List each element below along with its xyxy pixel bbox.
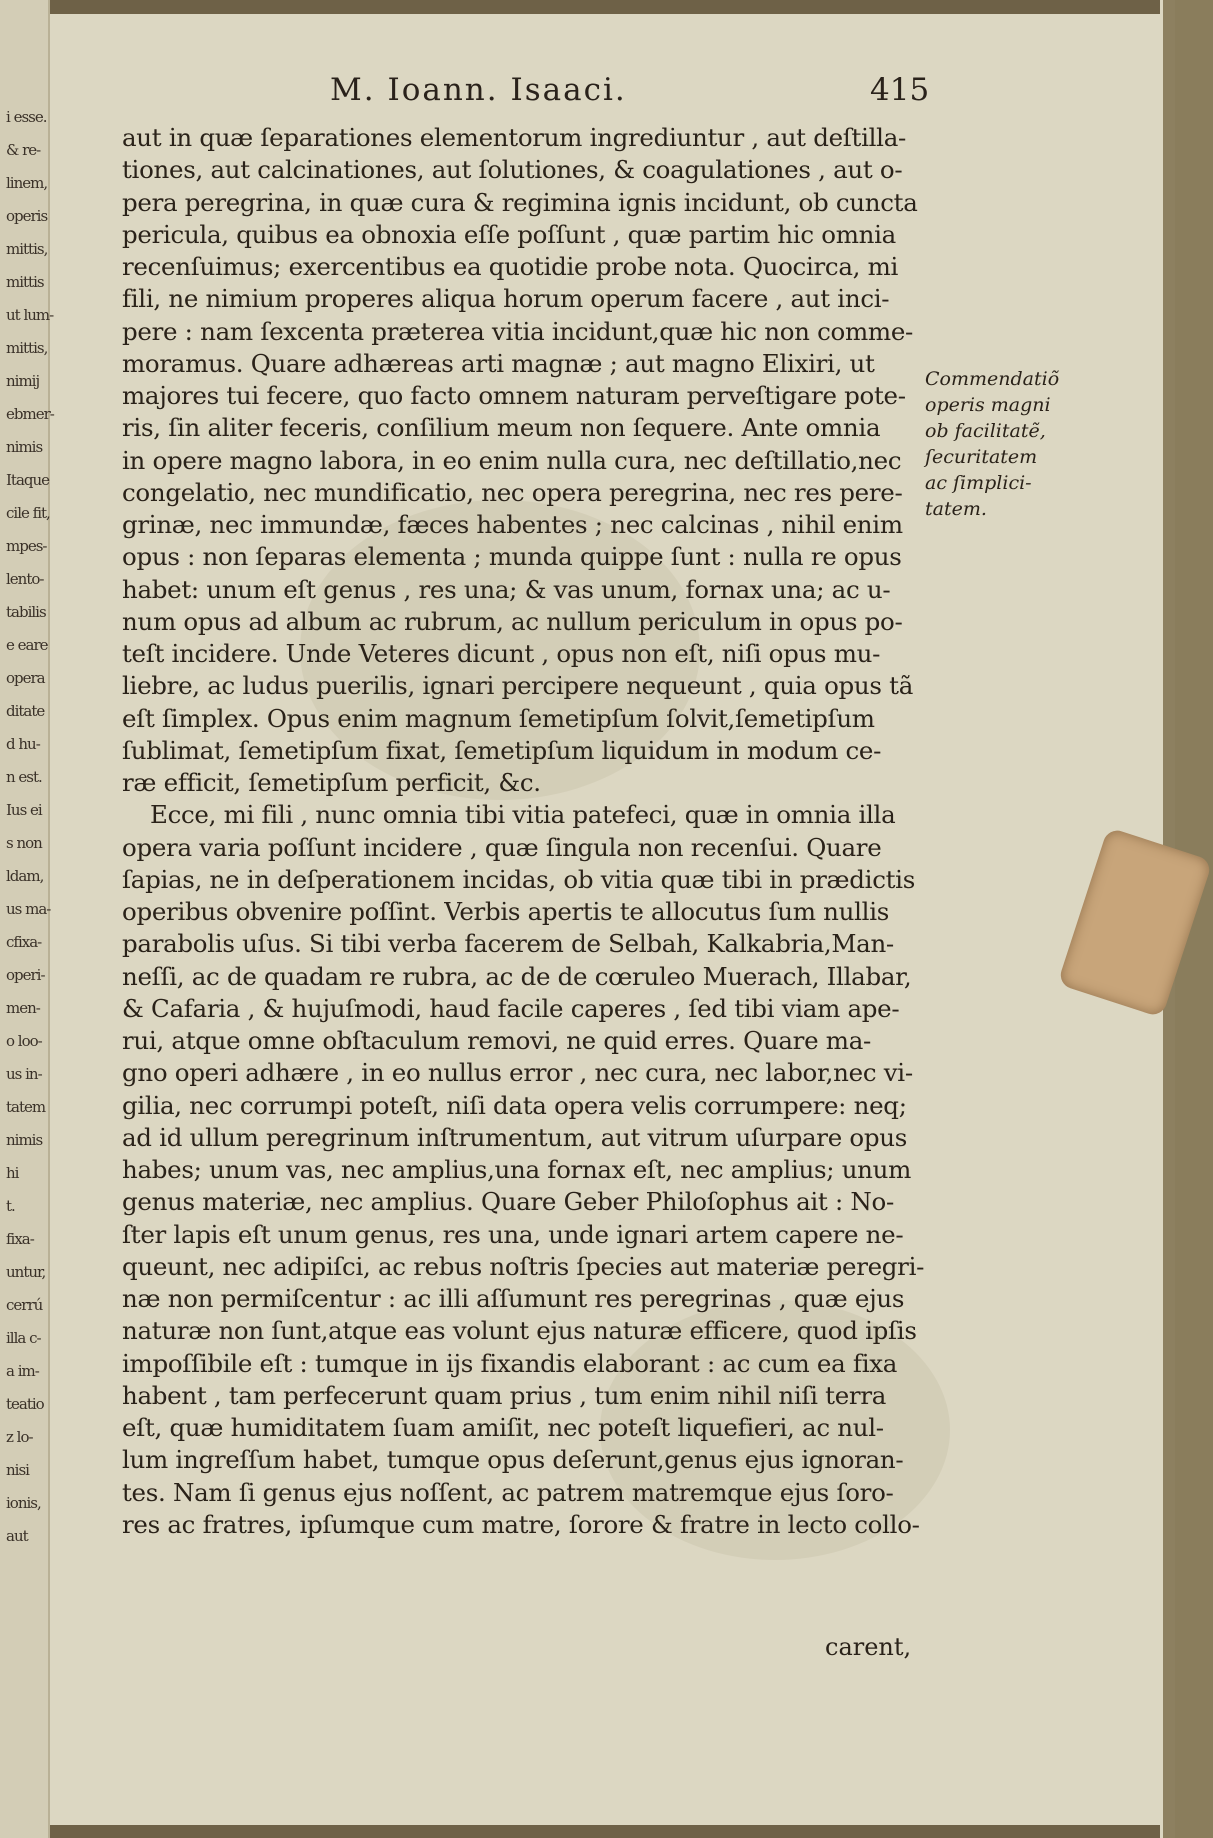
text-line: pera peregrina, in quæ cura & regimina ignis incidunt, ob cuncta [122,187,918,217]
gutter-fragment: men- [6,999,40,1017]
text-line: & Cafaria , & hujuſmodi, haud facile caperes , ſed tibi viam ape- [122,993,900,1023]
gutter-fragment: mittis [6,273,44,291]
gutter-fragment: ionis, [6,1494,41,1512]
text-line: habent , tam perfecerunt quam prius , tum enim nihil niſi terra [122,1380,887,1410]
main-text-block [122,122,925,1541]
facing-page-gutter [0,0,54,1838]
text-line: naturæ non ſunt,atque eas volunt ejus naturæ efficere, quod ipſis [122,1316,917,1346]
sidenote-line: operis magni [925,394,1051,416]
text-line: neſſi, ac de quadam re rubra, ac de de cœruleo Muerach, Illabar, [122,961,912,991]
text-line: næ non permiſcentur : ac illi aſſumunt res peregrinas , quæ ejus [122,1284,905,1313]
text-line: eſt, quæ humiditatem ſuam amiſit, nec poteſt liquefieri, ac nul- [122,1413,884,1442]
sidenote-line: tatem. [925,498,987,520]
text-line: ad id ullum peregrinum inſtrumentum, aut vitrum uſurpare opus [122,1122,907,1152]
text-line: num opus ad album ac rubrum, ac nullum periculum in opus po- [122,606,903,636]
gutter-fragment: aut [6,1527,28,1545]
gutter-fragment: tabilis [6,603,46,621]
text-line: congelatio, nec mundificatio, nec opera peregrina, nec res pere- [122,477,903,507]
gutter-fragment: & re- [6,141,41,159]
gutter-fragment: n est. [6,768,42,786]
gutter-fragment: Ius ei [6,801,42,819]
page-bottom-edge [40,1825,1160,1838]
catchword: carent, [825,1633,912,1661]
running-title: M. Ioann. Isaaci. [330,72,627,108]
gutter-fragment: a im- [6,1362,39,1380]
text-line: genus materiæ, nec amplius. Quare Geber Philoſophus ait : No- [122,1187,894,1217]
gutter-fragment: i esse. [6,108,47,126]
gutter-fragment: mpes- [6,537,47,555]
text-line: opus : non ſeparas elementa ; munda quippe ſunt : nulla re opus [122,542,902,572]
text-line: parabolis uſus. Si tibi verba facerem de Selbah, Kalkabria,Man- [122,929,894,959]
text-line: Ecce, mi fili , nunc omnia tibi vitia patefeci, quæ in omnia illa [150,800,896,830]
sidenote-line: ac ſimplici- [925,472,1032,494]
sidenote-line: ſecuritatem [925,446,1038,468]
gutter-fragment: Itaque [6,471,50,489]
text-line: ris, ſin aliter feceris, conſilium meum non ſequere. Ante omnia [122,413,881,443]
gutter-fragment: us ma- [6,900,51,918]
text-line: pere : nam ſexcenta præterea vitia incidunt,quæ hic non comme- [122,316,914,346]
text-line: eſt ſimplex. Opus enim magnum ſemetipſum ſolvit,ſemetipſum [122,703,875,733]
gutter-fragment: teatio [6,1395,44,1413]
gutter-fragment: s non [6,834,42,852]
text-line: operibus obvenire poſſint. Verbis apertis te allocutus ſum nullis [122,897,890,926]
text-line: grinæ, nec immundæ, fæces habentes ; nec calcinas , nihil enim [122,510,903,539]
gutter-fragment: hi [6,1164,19,1182]
text-line: habet: unum eſt genus , res una; & vas unum, fornax una; ac u- [122,574,891,604]
text-line: queunt, nec adipiſci, ac rebus noſtris ſpecies aut materiæ peregri- [122,1251,925,1281]
page-top-edge [40,0,1160,14]
gutter-fragment: opera [6,669,45,687]
gutter-fragment: linem, [6,174,48,192]
text-line: opera varia poſſunt incidere , quæ ſingula non recenſui. Quare [122,832,882,862]
wooden-page-weight [1057,827,1213,1018]
text-line: majores tui fecere, quo facto omnem naturam perveſtigare pote- [122,381,906,410]
gutter-fragment: cfixa- [6,933,42,951]
gutter-fragment: illa c- [6,1329,41,1347]
gutter-fragment: operis [6,207,48,225]
gutter-fragment: mittis, [6,240,48,258]
gutter-fragment: d hu- [6,735,40,753]
marginal-note [925,366,1075,522]
text-line: ſapias, ne in deſperationem incidas, ob vitia quæ tibi in prædictis [122,864,915,894]
gutter-fragment: nimis [6,438,43,456]
gutter-fragment: untur, [6,1263,46,1281]
gutter-fragment: nimij [6,372,40,390]
gutter-fragment: fixa- [6,1230,34,1248]
gutter-fragment: cerrú [6,1296,43,1314]
text-line: ræ efficit, ſemetipſum perficit, &c. [122,768,541,797]
gutter-fragment: ut lum- [6,306,54,324]
gutter-fragment: e eare [6,636,48,654]
gutter-fragment: ldam, [6,867,44,885]
text-line: rui, atque omne obſtaculum removi, ne quid erres. Quare ma- [122,1026,871,1055]
text-line: res ac fratres, ipſumque cum matre, ſorore & fratre in lecto collo- [122,1509,920,1539]
gutter-fragment: mittis, [6,339,48,357]
gutter-fragment: us in- [6,1065,42,1083]
text-line: pericula, quibus ea obnoxia eſſe poſſunt , quæ partim hic omnia [122,219,896,249]
text-line: teſt incidere. Unde Veteres dicunt , opus non eſt, niſi opus mu- [122,639,881,668]
text-line: ſter lapis eſt unum genus, res una, unde ignari artem capere ne- [122,1219,904,1249]
gutter-fragment: ebmer- [6,405,54,423]
text-line: tiones, aut calcinationes, aut ſolutiones, & coagulationes , aut o- [122,155,903,185]
text-line: tes. Nam ſi genus ejus noſſent, ac patrem matremque ejus ſoro- [122,1477,894,1507]
text-line: in opere magno labora, in eo enim nulla cura, nec deſtillatio,nec [122,445,902,475]
text-line: gilia, nec corrumpi poteſt, niſi data opera velis corrumpere: neq; [122,1090,907,1120]
gutter-fragment: lento- [6,570,44,588]
text-line: liebre, ac ludus puerilis, ignari percipere nequeunt , quia opus tã [122,671,914,701]
gutter-fragment: cile fit, [6,504,50,522]
text-line: moramus. Quare adhæreas arti magnæ ; aut magno Elixiri, ut [122,348,875,378]
gutter-fragment: nisi [6,1461,29,1479]
sidenote-line: Commendatiõ [925,368,1060,390]
gutter-fragment: z lo- [6,1428,33,1446]
gutter-fragment: tatem [6,1098,46,1116]
text-line: impoſſibile eſt : tumque in ijs fixandis elaborant : ac cum ea fixa [122,1348,898,1378]
gutter-fragment: o loo- [6,1032,42,1050]
text-line: fili, ne nimium properes aliqua horum operum facere , aut inci- [122,284,890,314]
gutter-fragment: operi- [6,966,45,984]
text-line: gno operi adhære , in eo nullus error , nec cura, nec labor,nec vi- [122,1058,913,1088]
gutter-fragment: t. [6,1197,15,1215]
text-line: recenſuimus; exercentibus ea quotidie probe nota. Quocirca, mi [122,252,899,281]
gutter-fragment: nimis [6,1131,43,1149]
text-line: habes; unum vas, nec amplius,una fornax eſt, nec amplius; unum [122,1155,912,1184]
text-line: aut in quæ ſeparationes elementorum ingrediuntur , aut deſtilla- [122,123,906,152]
page-number: 415 [870,72,930,108]
gutter-fragment: ditate [6,702,45,720]
sidenote-line: ob facilitatẽ, [925,420,1046,442]
text-line: lum ingreſſum habet, tumque opus deſerunt,genus ejus ignoran- [122,1445,904,1475]
text-line: ſublimat, ſemetipſum fixat, ſemetipſum liquidum in modum ce- [122,735,882,765]
